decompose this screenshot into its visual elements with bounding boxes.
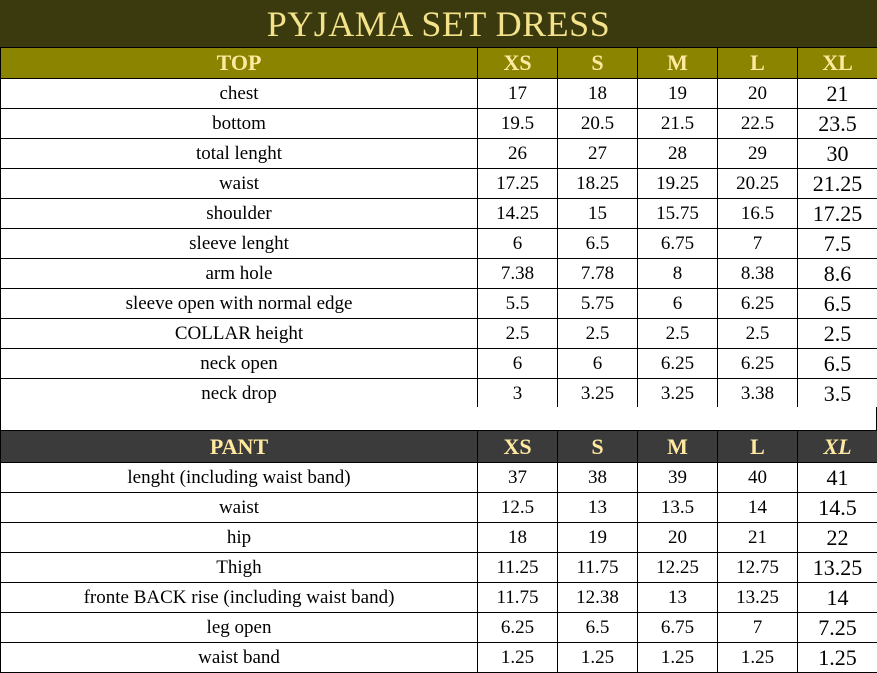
top-cell-m: 19.25 xyxy=(638,169,718,199)
top-cell-xs: 17.25 xyxy=(478,169,558,199)
pant-cell-s: 12.38 xyxy=(558,583,638,613)
top-header-xs: XS xyxy=(478,48,558,79)
top-cell-xl: 30 xyxy=(798,139,877,169)
pant-header-xl: XL xyxy=(798,431,877,463)
top-cell-m: 3.25 xyxy=(638,379,718,409)
top-row xyxy=(1,79,877,109)
pant-cell-m: 12.25 xyxy=(638,553,718,583)
top-cell-s: 3.25 xyxy=(558,379,638,409)
top-header-l: L xyxy=(718,48,798,79)
pant-cell-xl: 7.25 xyxy=(798,613,877,643)
top-cell-xs: 19.5 xyxy=(478,109,558,139)
top-cell-m: 19 xyxy=(638,79,718,109)
top-cell-xs: 6 xyxy=(478,349,558,379)
pant-row xyxy=(1,553,877,583)
top-cell-s: 15 xyxy=(558,199,638,229)
pant-cell-l: 12.75 xyxy=(718,553,798,583)
top-cell-s: 20.5 xyxy=(558,109,638,139)
top-cell-m: 28 xyxy=(638,139,718,169)
pant-cell-label: leg open xyxy=(1,613,478,643)
top-cell-xs: 6 xyxy=(478,229,558,259)
pant-cell-xs: 11.75 xyxy=(478,583,558,613)
top-cell-xl: 2.5 xyxy=(798,319,877,349)
pant-row xyxy=(1,583,877,613)
top-cell-l: 3.38 xyxy=(718,379,798,409)
top-row xyxy=(1,199,877,229)
top-cell-m: 6.25 xyxy=(638,349,718,379)
pant-cell-xl: 14 xyxy=(798,583,877,613)
top-header-m: M xyxy=(638,48,718,79)
pant-cell-xl: 14.5 xyxy=(798,493,877,523)
pant-cell-s: 6.5 xyxy=(558,613,638,643)
pant-cell-label: Thigh xyxy=(1,553,478,583)
pant-cell-xs: 18 xyxy=(478,523,558,553)
pant-row xyxy=(1,613,877,643)
pant-cell-s: 13 xyxy=(558,493,638,523)
pant-header-xs: XS xyxy=(478,431,558,463)
top-cell-label: neck drop xyxy=(1,379,478,409)
pant-cell-label: waist xyxy=(1,493,478,523)
pant-cell-xl: 13.25 xyxy=(798,553,877,583)
top-row xyxy=(1,259,877,289)
top-cell-m: 8 xyxy=(638,259,718,289)
top-cell-xl: 7.5 xyxy=(798,229,877,259)
pant-cell-l: 1.25 xyxy=(718,643,798,673)
top-row xyxy=(1,109,877,139)
pant-cell-m: 6.75 xyxy=(638,613,718,643)
top-cell-xl: 21 xyxy=(798,79,877,109)
top-cell-l: 20 xyxy=(718,79,798,109)
top-cell-label: bottom xyxy=(1,109,478,139)
pant-header-l: L xyxy=(718,431,798,463)
top-cell-m: 21.5 xyxy=(638,109,718,139)
top-cell-label: arm hole xyxy=(1,259,478,289)
top-header-s: S xyxy=(558,48,638,79)
pant-cell-xs: 1.25 xyxy=(478,643,558,673)
top-cell-s: 6.5 xyxy=(558,229,638,259)
top-cell-l: 2.5 xyxy=(718,319,798,349)
top-row xyxy=(1,169,877,199)
top-cell-l: 22.5 xyxy=(718,109,798,139)
top-cell-l: 8.38 xyxy=(718,259,798,289)
pant-cell-l: 13.25 xyxy=(718,583,798,613)
pant-cell-xs: 11.25 xyxy=(478,553,558,583)
pant-header-m: M xyxy=(638,431,718,463)
pant-row xyxy=(1,463,877,493)
top-cell-m: 6 xyxy=(638,289,718,319)
pant-cell-xs: 37 xyxy=(478,463,558,493)
pant-cell-s: 1.25 xyxy=(558,643,638,673)
top-cell-s: 6 xyxy=(558,349,638,379)
top-cell-xs: 26 xyxy=(478,139,558,169)
top-row xyxy=(1,229,877,259)
top-cell-s: 27 xyxy=(558,139,638,169)
top-cell-xs: 14.25 xyxy=(478,199,558,229)
top-cell-label: sleeve lenght xyxy=(1,229,478,259)
pant-cell-label: waist band xyxy=(1,643,478,673)
top-cell-s: 7.78 xyxy=(558,259,638,289)
top-cell-s: 5.75 xyxy=(558,289,638,319)
top-cell-label: total lenght xyxy=(1,139,478,169)
pant-cell-xl: 41 xyxy=(798,463,877,493)
top-cell-label: sleeve open with normal edge xyxy=(1,289,478,319)
top-cell-m: 15.75 xyxy=(638,199,718,229)
top-cell-xl: 8.6 xyxy=(798,259,877,289)
pant-cell-s: 38 xyxy=(558,463,638,493)
pant-cell-l: 40 xyxy=(718,463,798,493)
pant-header-label: PANT xyxy=(1,431,478,463)
top-cell-l: 7 xyxy=(718,229,798,259)
top-cell-xs: 5.5 xyxy=(478,289,558,319)
top-row xyxy=(1,319,877,349)
top-table-body xyxy=(1,79,877,409)
top-cell-xl: 3.5 xyxy=(798,379,877,409)
top-cell-l: 20.25 xyxy=(718,169,798,199)
top-header-row xyxy=(1,48,877,79)
pant-cell-m: 39 xyxy=(638,463,718,493)
top-cell-s: 18 xyxy=(558,79,638,109)
top-cell-m: 6.75 xyxy=(638,229,718,259)
top-size-table xyxy=(0,47,877,409)
top-cell-xl: 23.5 xyxy=(798,109,877,139)
top-header-label: TOP xyxy=(1,48,478,79)
top-cell-label: waist xyxy=(1,169,478,199)
page-title: PYJAMA SET DRESS xyxy=(0,0,877,48)
top-header-xl: XL xyxy=(798,48,877,79)
section-spacer xyxy=(0,407,877,430)
pant-size-table xyxy=(0,430,877,673)
top-row xyxy=(1,379,877,409)
top-row xyxy=(1,139,877,169)
top-cell-xs: 7.38 xyxy=(478,259,558,289)
top-cell-m: 2.5 xyxy=(638,319,718,349)
top-cell-xl: 6.5 xyxy=(798,349,877,379)
pant-cell-l: 21 xyxy=(718,523,798,553)
pant-cell-s: 19 xyxy=(558,523,638,553)
pant-cell-m: 13 xyxy=(638,583,718,613)
top-cell-label: chest xyxy=(1,79,478,109)
top-cell-xl: 6.5 xyxy=(798,289,877,319)
top-cell-label: COLLAR height xyxy=(1,319,478,349)
pant-cell-l: 14 xyxy=(718,493,798,523)
pant-cell-xl: 1.25 xyxy=(798,643,877,673)
top-cell-l: 16.5 xyxy=(718,199,798,229)
top-cell-xs: 2.5 xyxy=(478,319,558,349)
pant-row xyxy=(1,493,877,523)
top-row xyxy=(1,349,877,379)
pant-cell-xl: 22 xyxy=(798,523,877,553)
top-cell-label: neck open xyxy=(1,349,478,379)
pant-table-body xyxy=(1,463,877,673)
pant-cell-l: 7 xyxy=(718,613,798,643)
pant-row xyxy=(1,643,877,673)
pant-cell-m: 13.5 xyxy=(638,493,718,523)
pant-row xyxy=(1,523,877,553)
pant-cell-label: hip xyxy=(1,523,478,553)
pant-header-row xyxy=(1,431,877,463)
top-cell-xl: 17.25 xyxy=(798,199,877,229)
top-cell-xs: 17 xyxy=(478,79,558,109)
pant-cell-m: 20 xyxy=(638,523,718,553)
pant-cell-m: 1.25 xyxy=(638,643,718,673)
top-cell-s: 18.25 xyxy=(558,169,638,199)
pant-cell-label: fronte BACK rise (including waist band) xyxy=(1,583,478,613)
pant-header-s: S xyxy=(558,431,638,463)
top-cell-l: 29 xyxy=(718,139,798,169)
top-cell-s: 2.5 xyxy=(558,319,638,349)
top-cell-xl: 21.25 xyxy=(798,169,877,199)
pant-cell-xs: 12.5 xyxy=(478,493,558,523)
pant-cell-s: 11.75 xyxy=(558,553,638,583)
pant-cell-label: lenght (including waist band) xyxy=(1,463,478,493)
top-cell-label: shoulder xyxy=(1,199,478,229)
pant-cell-xs: 6.25 xyxy=(478,613,558,643)
top-cell-l: 6.25 xyxy=(718,289,798,319)
top-cell-xs: 3 xyxy=(478,379,558,409)
top-cell-l: 6.25 xyxy=(718,349,798,379)
top-row xyxy=(1,289,877,319)
